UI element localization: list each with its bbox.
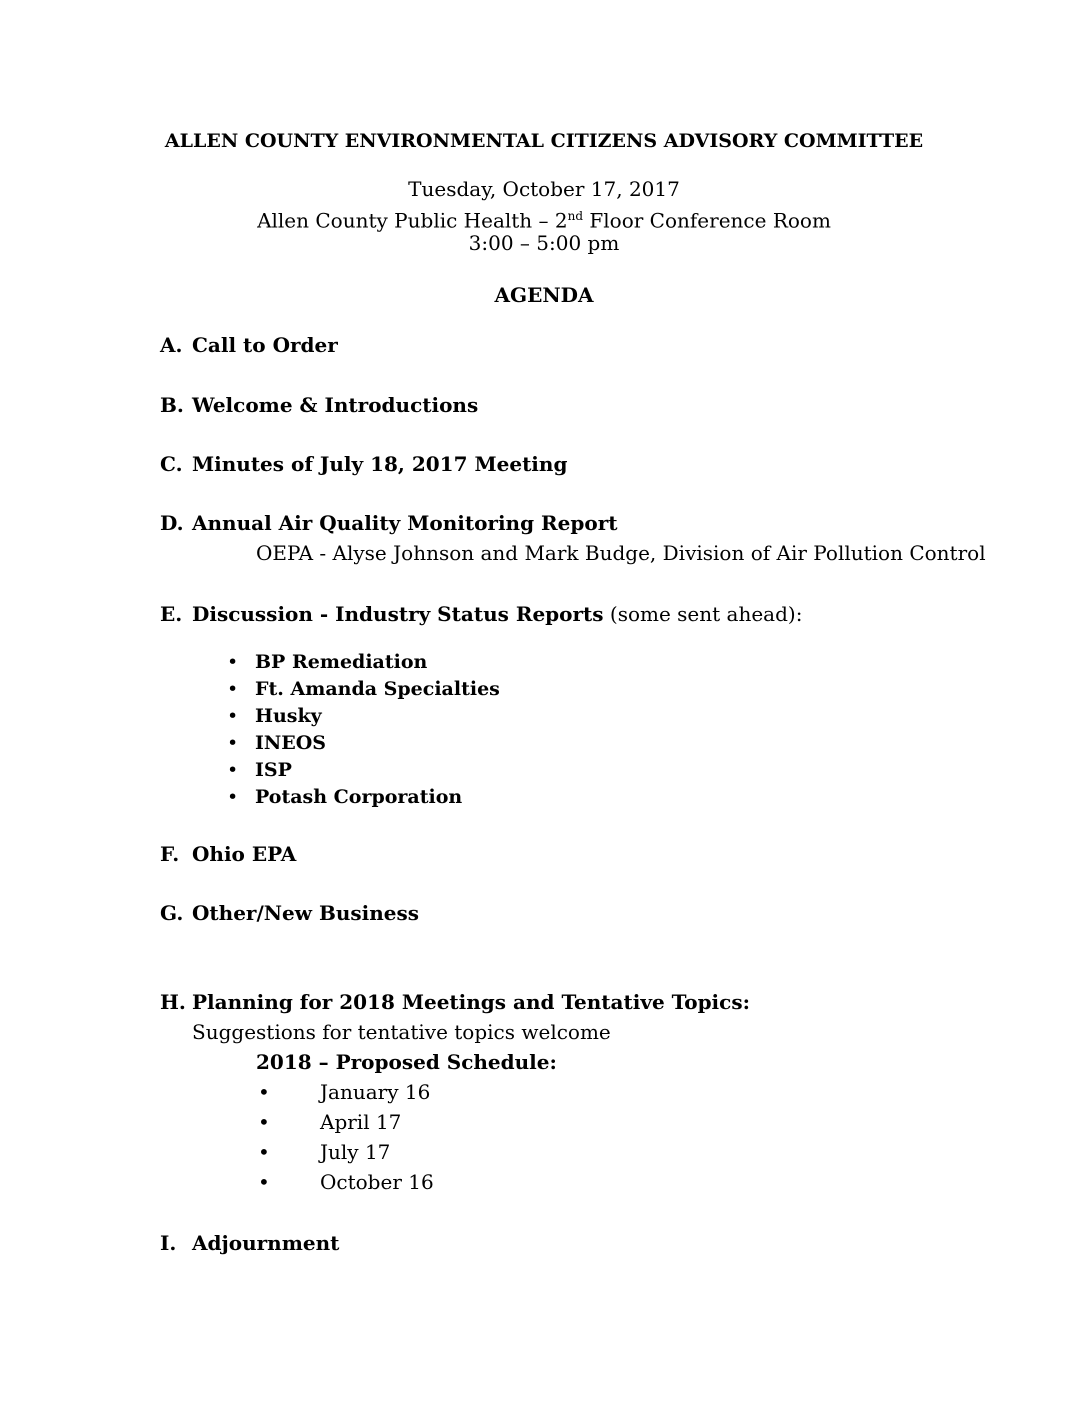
agenda-item-c: C. Minutes of July 18, 2017 Meeting <box>160 452 568 476</box>
schedule-item: • July 17 <box>258 1140 391 1164</box>
agenda-item-a: A. Call to Order <box>160 333 338 357</box>
schedule-item: • April 17 <box>258 1110 402 1134</box>
bullet-item: • ISP <box>227 759 292 781</box>
schedule-item: • January 16 <box>258 1080 431 1104</box>
schedule-item: • October 16 <box>258 1170 434 1194</box>
committee-title: ALLEN COUNTY ENVIRONMENTAL CITIZENS ADVISORY COMMITTEE <box>164 130 924 152</box>
bullet-item: • Husky <box>227 705 322 727</box>
bullet-item: • INEOS <box>227 732 327 754</box>
agenda-item-h: H. Planning for 2018 Meetings and Tentative Topics: <box>160 990 750 1014</box>
agenda-item-h-detail: Suggestions for tentative topics welcome <box>192 1020 611 1044</box>
agenda-title: AGENDA <box>494 283 594 307</box>
agenda-item-i: I. Adjournment <box>160 1231 340 1255</box>
bullet-item: • Potash Corporation <box>227 786 463 808</box>
schedule-title: 2018 – Proposed Schedule: <box>256 1050 557 1074</box>
agenda-item-g: G. Other/New Business <box>160 901 420 925</box>
meeting-date: Tuesday, October 17, 2017 <box>408 177 680 201</box>
agenda-item-f: F. Ohio EPA <box>160 842 297 866</box>
agenda-item-d-detail: OEPA - Alyse Johnson and Mark Budge, Division of Air Pollution Control <box>256 541 986 565</box>
agenda-item-b: B. Welcome & Introductions <box>160 393 479 417</box>
meeting-time: 3:00 – 5:00 pm <box>468 231 620 255</box>
agenda-item-d: D. Annual Air Quality Monitoring Report <box>160 511 618 535</box>
agenda-item-e: E. Discussion - Industry Status Reports (some sent ahead): <box>160 602 803 626</box>
bullet-item: • BP Remediation <box>227 651 428 673</box>
bullet-item: • Ft. Amanda Specialties <box>227 678 500 700</box>
meeting-location: Allen County Public Health – 2nd Floor Conference Room <box>257 208 831 233</box>
